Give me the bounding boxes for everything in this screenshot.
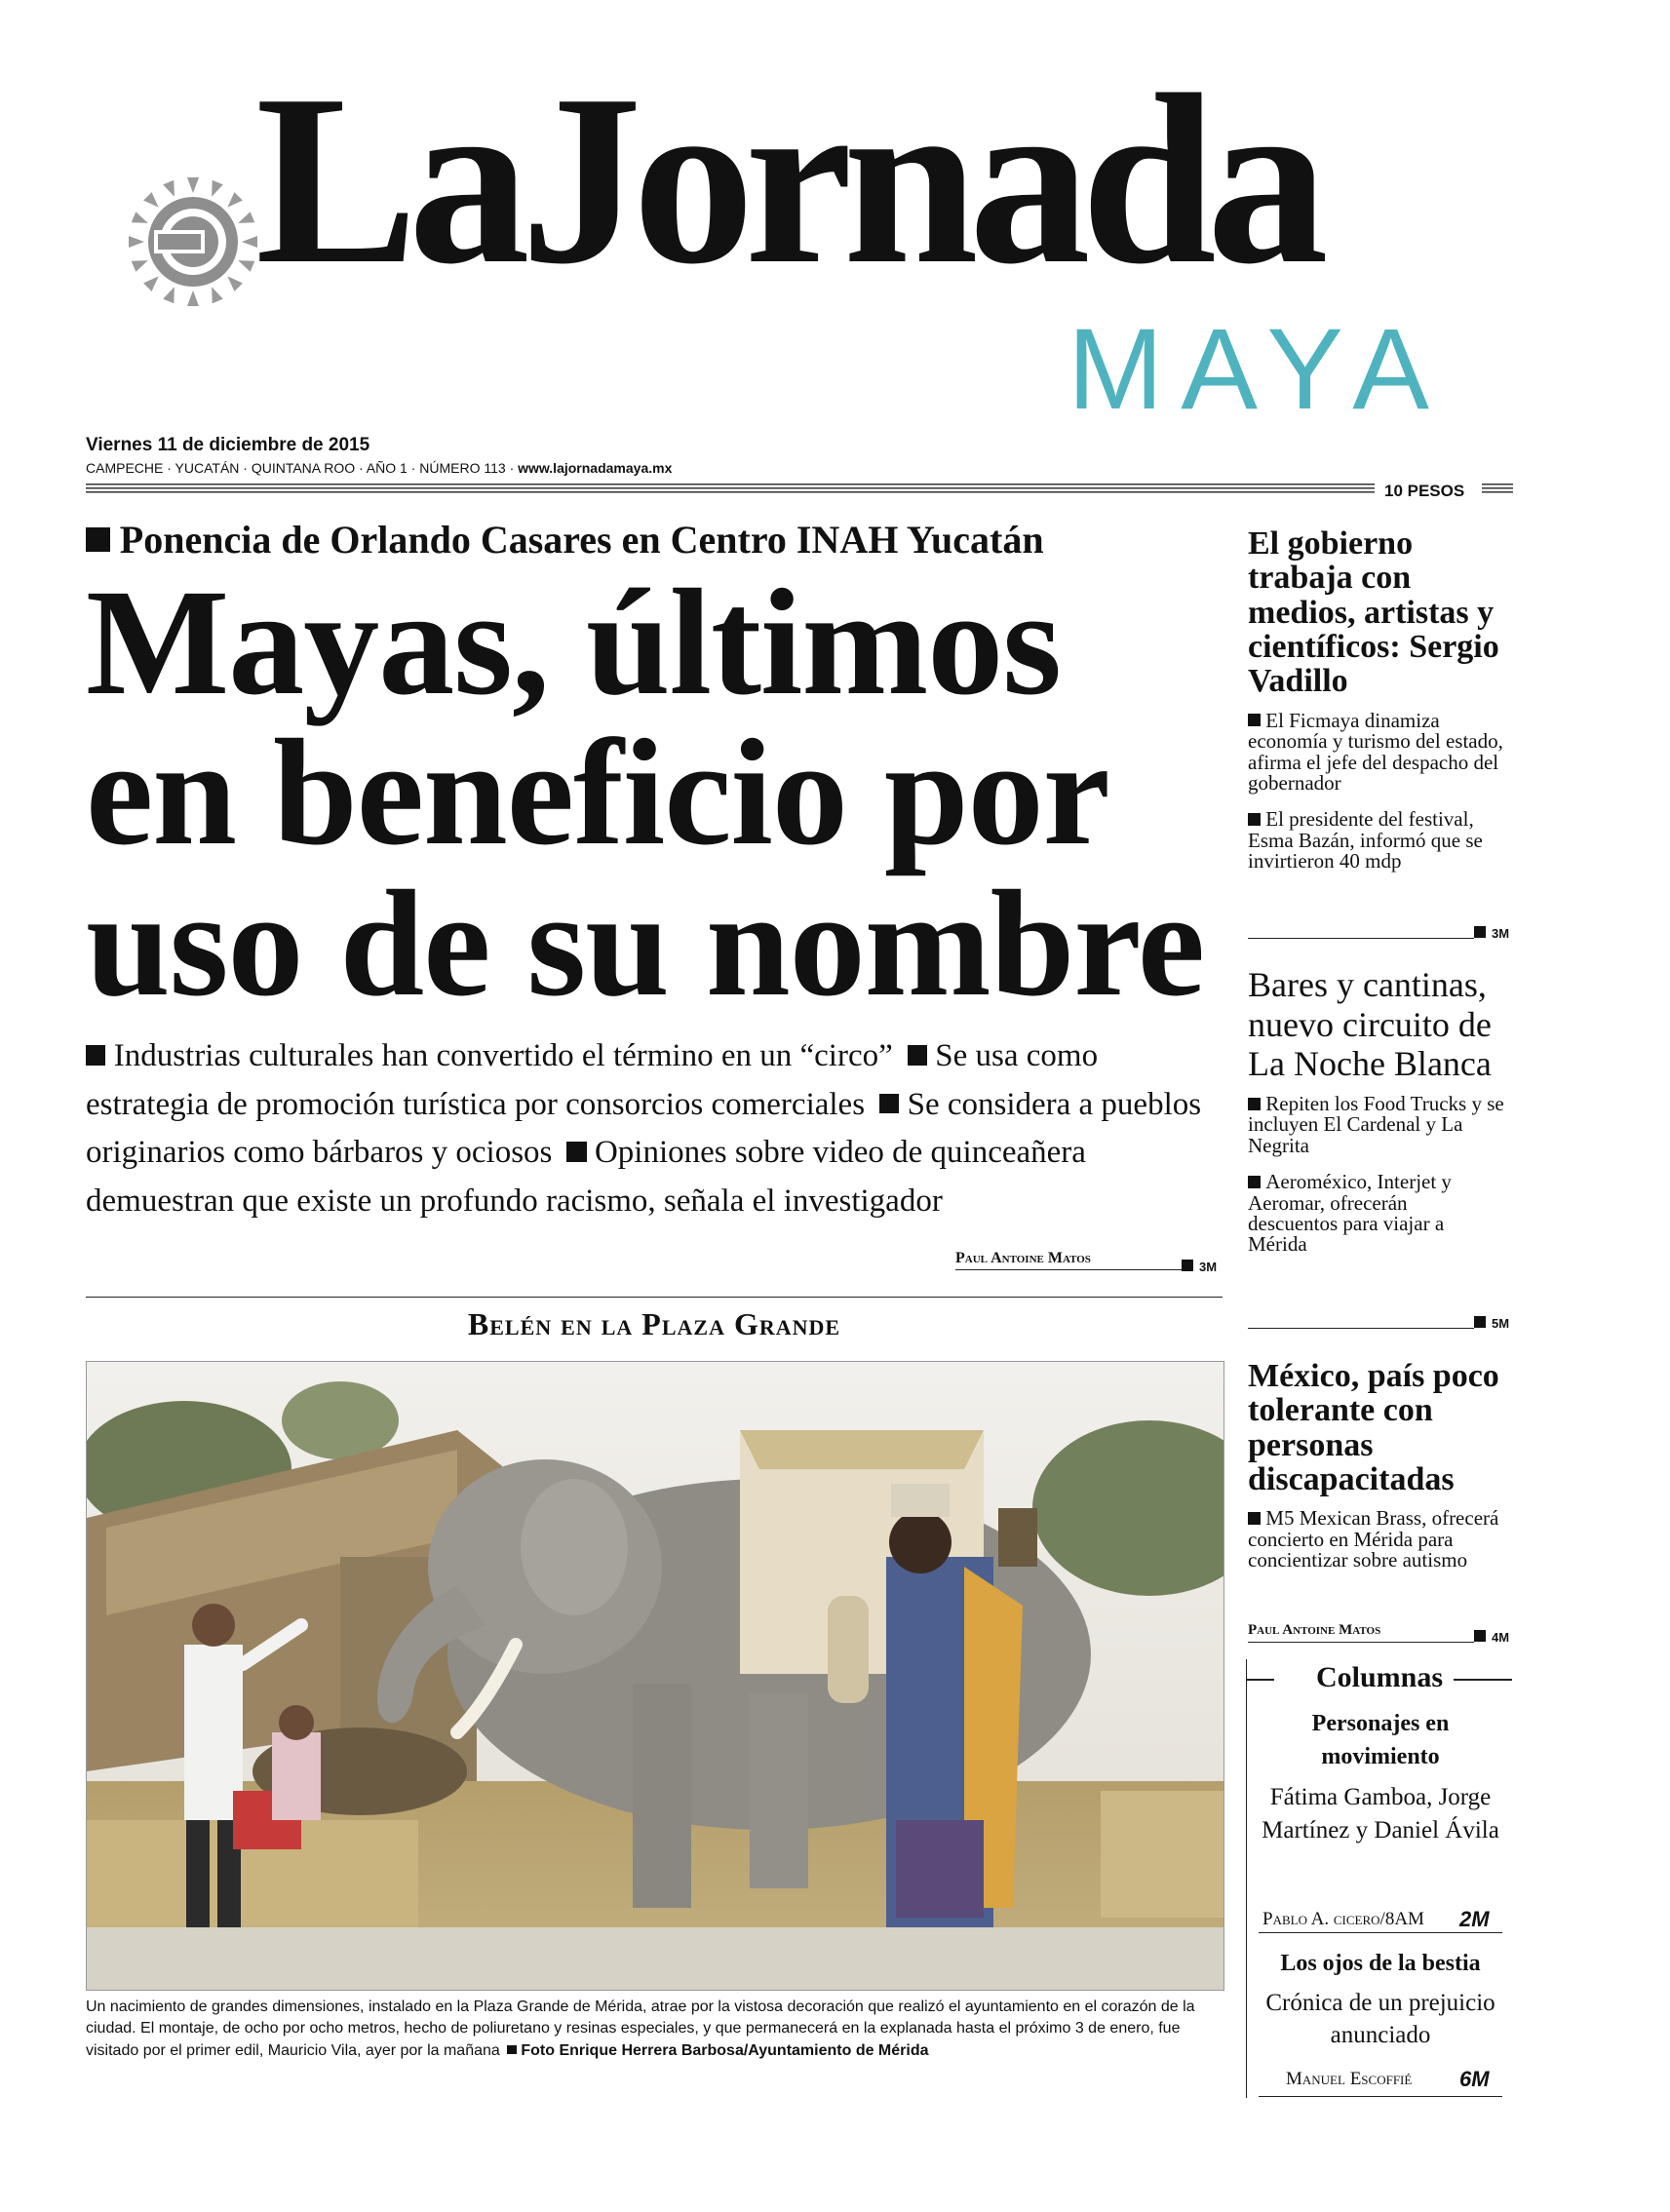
column-author: Pablo A. cicero/8AM [1262, 1909, 1424, 1929]
sidebar-story3-bullet [1248, 1508, 1511, 1571]
sidebar-story1-bullet [1248, 809, 1511, 872]
sidebar-story1-bullet [1248, 708, 1511, 796]
page-marker [1474, 1316, 1486, 1328]
column-summary: Crónica de un prejuicio anunciado [1265, 1989, 1495, 2049]
main-summary [86, 1032, 1228, 1225]
story2-page-ref[interactable]: 5M [1492, 1316, 1510, 1331]
story1-rule [1248, 938, 1474, 939]
summary-item: Opiniones sobre video de quinceañera demuestran que existe un profundo racismo, señala el investigador [86, 1135, 1086, 1219]
page-marker [1474, 926, 1486, 938]
page-marker [1474, 1630, 1486, 1642]
photo-section-title: Belén en la Plaza Grande [467, 1306, 841, 1341]
sidebar-story3-headline[interactable]: México, país poco tolerante con personas discapacitadas [1248, 1358, 1499, 1498]
main-byline: Paul Antoine Matos [955, 1250, 1091, 1266]
headline-line: uso de su nombre [86, 858, 1205, 1028]
story3-byline: Paul Antoine Matos [1248, 1622, 1381, 1638]
photo-credit: Foto Enrique Herrera Barbosa/Ayuntamiento de Mérida [521, 2041, 929, 2059]
price-label: 10 PESOS [1384, 482, 1465, 500]
website-link[interactable]: www.lajornadamaya.mx [518, 460, 673, 476]
story3-page-ref[interactable]: 4M [1492, 1630, 1510, 1645]
summary-item: Industrias culturales han convertido el término en un “circo” [113, 1038, 893, 1074]
column-author-rule [1259, 2096, 1502, 2097]
column-summary: Fátima Gamboa, Jorge Martínez y Daniel Ávila [1262, 1784, 1499, 1843]
headline-line: en beneficio por [86, 708, 1109, 877]
column-name: Personajes en movimiento [1311, 1711, 1450, 1769]
bullet-text: Repiten los Food Trucks y se incluyen El Cardenal y La Negrita [1248, 1092, 1504, 1157]
story3-rule [1248, 1642, 1474, 1643]
sidebar-story3 [1248, 1359, 1511, 1572]
photo-caption [86, 1997, 1226, 2062]
main-headline[interactable] [86, 558, 1228, 1028]
bullet-text: M5 Mexican Brass, ofrecerá concierto en Mérida para concientizar sobre autismo [1248, 1506, 1499, 1572]
price-stripes-left [86, 484, 1375, 495]
caption-text: Un nacimiento de grandes dimensiones, instalado en la Plaza Grande de Mérida, atrae por la vistosa decoración que realizó el ayuntamiento en el corazón de la ciudad. El montaje, de ocho por ocho metros, hecho de poliuretano y resinas especiales, y que permanecerá en la explanada hasta el próximo 3 de enero, fue visitado por el primer edil, Mauricio Vila, ayer por la mañana [86, 1999, 1195, 2059]
column-page-ref[interactable]: 2M [1459, 1907, 1490, 1931]
bullet-text: Aeroméxico, Interjet y Aeromar, ofrecerán descuentos para viajar a Mérida [1248, 1170, 1452, 1257]
issue-info [86, 460, 672, 476]
sidebar-story2-headline[interactable]: Bares y cantinas, nuevo circuito de La Noche Blanca [1248, 965, 1492, 1084]
issue-date: Viernes 11 de diciembre de 2015 [86, 435, 370, 455]
photo-illustration [87, 1362, 1223, 1990]
section-divider [86, 1297, 1223, 1298]
main-kicker [86, 517, 1228, 563]
summary-item: Se usa como estrategia de promoción turística por consorcios comerciales [86, 1038, 1099, 1122]
column-author: Manuel Escoffié [1286, 2069, 1413, 2089]
sidebar-story1-headline[interactable]: El gobierno trabaja con medios, artistas y científicos: Sergio Vadillo [1248, 525, 1499, 700]
main-kicker-text: Ponencia de Orlando Casares en Centro INAH Yucatán [119, 518, 1044, 562]
sidebar-story2 [1248, 965, 1511, 1256]
main-story [86, 517, 1228, 1225]
sidebar-story2-bullet [1248, 1172, 1467, 1256]
nativity-photo [86, 1361, 1224, 1991]
masthead-edition: MAYA [1068, 305, 1447, 434]
story2-rule [1248, 1328, 1474, 1329]
columns-title-rule-right [1454, 1679, 1512, 1681]
story1-page-ref[interactable]: 3M [1492, 926, 1510, 941]
summary-item: Se considera a pueblos originarios como bárbaros y ociosos [86, 1086, 1202, 1171]
columns-title: Columnas [1315, 1661, 1444, 1693]
sidebar-story2-bullet [1248, 1094, 1511, 1156]
column-item[interactable] [1259, 1948, 1502, 2052]
headline-line: Mayas, últimos [86, 558, 1061, 726]
issue-info-text: CAMPECHE · YUCATÁN · QUINTANA ROO · AÑO 1 · NÚMERO 113 · [86, 460, 515, 476]
column-author-rule [1259, 1932, 1502, 1933]
column-name: Los ojos de la bestia [1280, 1951, 1481, 1976]
sun-logo-icon [125, 174, 261, 310]
masthead-title: LaJornada [255, 45, 1319, 315]
byline-rule [955, 1269, 1182, 1270]
bullet-text: El presidente del festival, Esma Bazán, informó que se invirtieron 40 mdp [1248, 807, 1483, 873]
page-marker [1182, 1260, 1193, 1271]
sidebar [1248, 526, 1511, 873]
columns-box [1246, 1659, 1512, 2098]
column-page-ref[interactable]: 6M [1459, 2067, 1490, 2091]
main-page-ref[interactable]: 3M [1199, 1260, 1218, 1274]
masthead [0, 0, 1670, 507]
column-item[interactable] [1259, 1708, 1502, 1847]
price-stripes-right [1482, 484, 1513, 495]
bullet-text: El Ficmaya dinamiza economía y turismo del estado, afirma el jefe del despacho del gobernador [1248, 708, 1503, 796]
